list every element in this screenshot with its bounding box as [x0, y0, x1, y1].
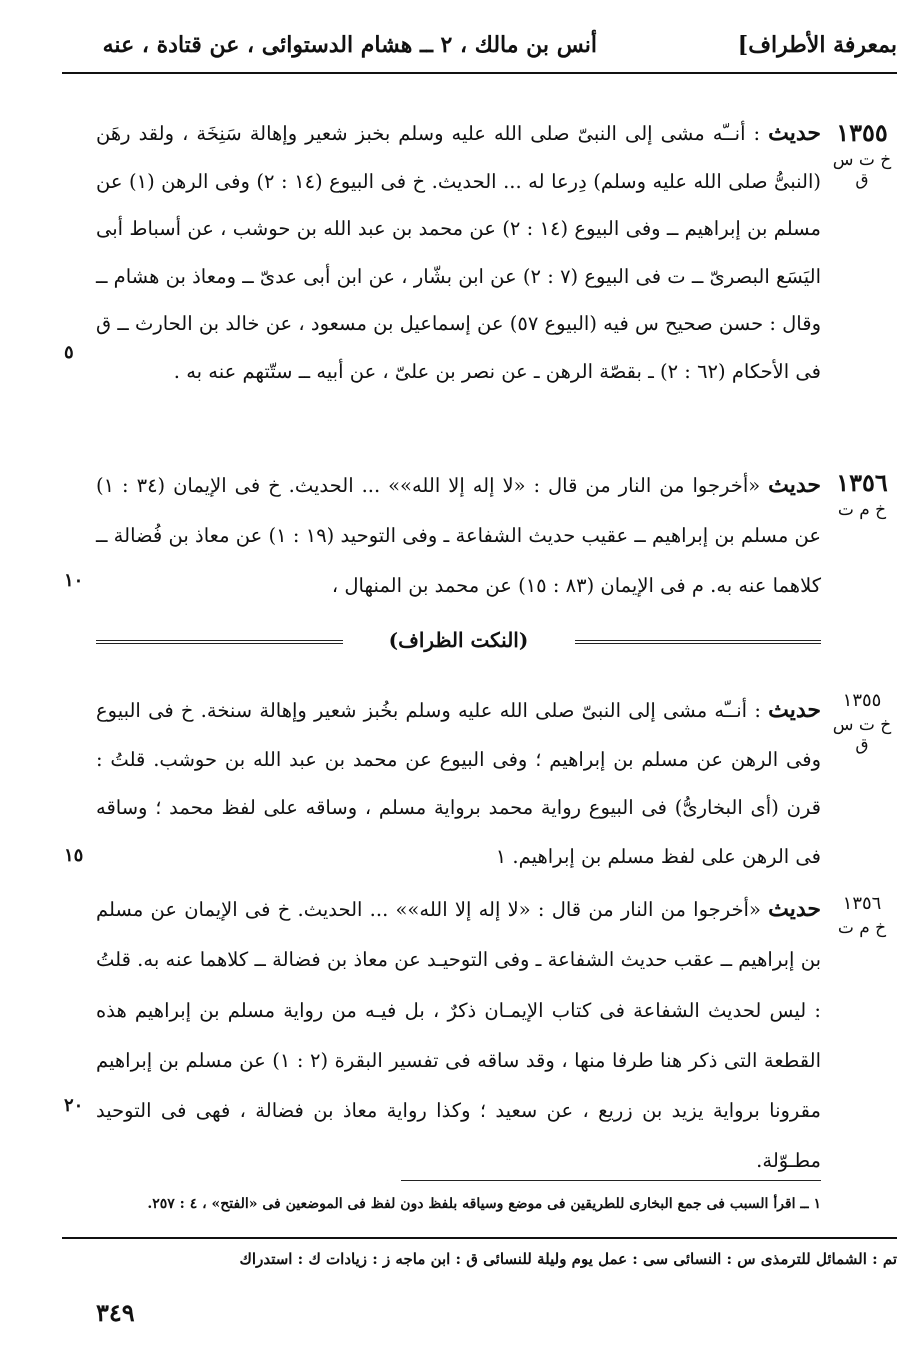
line-number-20: ٢٠: [64, 1095, 84, 1116]
nukat-number-1356: ١٣٥٦: [842, 893, 882, 914]
hadith-keyword: حديث: [768, 472, 822, 498]
running-header: [62, 28, 897, 68]
entry-text-1356: [96, 460, 821, 611]
entry-number-1356: ١٣٥٦: [836, 468, 888, 497]
hadith-keyword: حديث: [768, 120, 822, 146]
line-number-5: ٥: [64, 342, 74, 363]
abbreviations-legend: تم : الشمائل للترمذى س : النسائى سى : عمل يوم وليلة للنسائى ق : ابن ماجه ز : زيادات ك : استدراك: [239, 1250, 897, 1268]
entry-codes-1356: خ م ت: [837, 500, 887, 520]
page-number: ٣٤٩: [96, 1298, 135, 1327]
separator-line-left: [96, 640, 343, 644]
nukat-codes-1356: خ م ت: [837, 918, 887, 938]
header-title-middle: أنس بن مالك ، ٢ ــ هشام الدستوائى ، عن قتادة ، عنه: [102, 32, 597, 58]
nukat-body: : أنــّه مشى إلى النبىّ صلى الله عليه وسلم بخُبز شعير وإهالة سنخة. خ فى البيوع وفى الرهن عن مسلم بن إبراهيم ؛ وفى البيوع عن محمد بن عبد الله بن حوشب. قلتُ : قرن (أى البخارىُّ) فى البيوع رواية محمد برواية مسلم ، وساقه على لفظ محمد ؛ وساقه فى الرهن على لفظ مسلم بن إبراهيم. ١: [96, 699, 821, 868]
nukat-text-1355: [96, 686, 821, 881]
section-title: (النكت الظراف): [388, 628, 529, 652]
hadith-keyword: حديث: [768, 896, 821, 922]
separator-line-right: [575, 640, 822, 644]
bottom-rule: [62, 1237, 897, 1239]
section-separator: [96, 628, 821, 658]
nukat-text-1356: [96, 884, 821, 1187]
nukat-body: «أخرجوا من النار من قال : «لا إله إلا الله»» ... الحديث. خ فى الإيمان عن مسلم بن إبراهيم ــ عقب حديث الشفاعة ـ وفى التوحيـد عن معاذ بن فضالة ــ كلاهما عنه به. قلتُ : ليس لحديث الشفاعة فى كتاب الإيمـان ذكرٌ ، بل فيـه من رواية مسلم بن إبراهيم هذه القطعة التى ذكر هنا طرفا منها ، وقد ساقه فى تفسير البقرة (٢ : ١) عن مسلم بن إبراهيم مقرونا برواية يزيد بن زريع ، عن سعيد ؛ وكذا رواية معاذ بن فضالة ، فهى فى التوحيد مطـوّلة.: [96, 898, 822, 1173]
hadith-body: : أنــّه مشى إلى النبىّ صلى الله عليه وسلم بخبز شعير وإهالة سَنِخَة ، ولقد رهَن (النبىُّ صلى الله عليه وسلم) دِرعا له ... الحديث. خ فى البيوع (١٤ : ٢) وفى الرهن (١) عن مسلم بن إبراهيم ــ وفى البيوع (١٤ : ٢) عن محمد بن عبد الله بن حوشب ، عن أسباط أبى اليَسَع البصرىّ ــ ت فى البيوع (٧ : ٢) عن ابن بشّار ، عن ابن أبى عدىّ ــ ومعاذ بن هشام ــ وقال : حسن صحيح س فيه (البيوع ٥٧) عن إسماعيل بن مسعود ، عن خالد بن الحارث ــ ق فى الأحكام (٦٢ : ٢) ـ بقصّة الرهن ـ عن نصر بن علىّ ، عن أبيه ــ ستّتهم عنه به .: [96, 122, 822, 383]
hadith-keyword: حديث: [768, 697, 821, 723]
entry-text-1355: [96, 110, 821, 396]
header-rule: [62, 72, 897, 74]
footnote: ١ ــ اقرأ السبب فى جمع البخارى للطريقين فى موضع وسياقه بلفظ دون لفظ فى الموضعين فى «الفتح» ، ٤ : ٢٥٧.: [147, 1196, 821, 1212]
nukat-number-1355: ١٣٥٥: [842, 690, 882, 711]
line-number-10: ١٠: [64, 570, 84, 591]
header-title-right: بمعرفة الأطراف]: [737, 32, 897, 58]
line-number-15: ١٥: [64, 845, 84, 866]
nukat-codes-1355: خ ت س ق: [832, 715, 892, 755]
entry-number-1355: ١٣٥٥: [836, 118, 888, 147]
hadith-body: «أخرجوا من النار من قال : «لا إله إلا الله»» ... الحديث. خ فى الإيمان (٣٤ : ١) عن مسلم بن إبراهيم ــ عقيب حديث الشفاعة ـ وفى التوحيد (١٩ : ١) عن معاذ بن فُضالة ــ كلاهما عنه به. م فى الإيمان (٨٣ : ١٥) عن محمد بن المنهال ،: [96, 474, 822, 597]
entry-codes-1355: خ ت س ق: [832, 150, 892, 190]
footnote-rule: [401, 1180, 821, 1181]
